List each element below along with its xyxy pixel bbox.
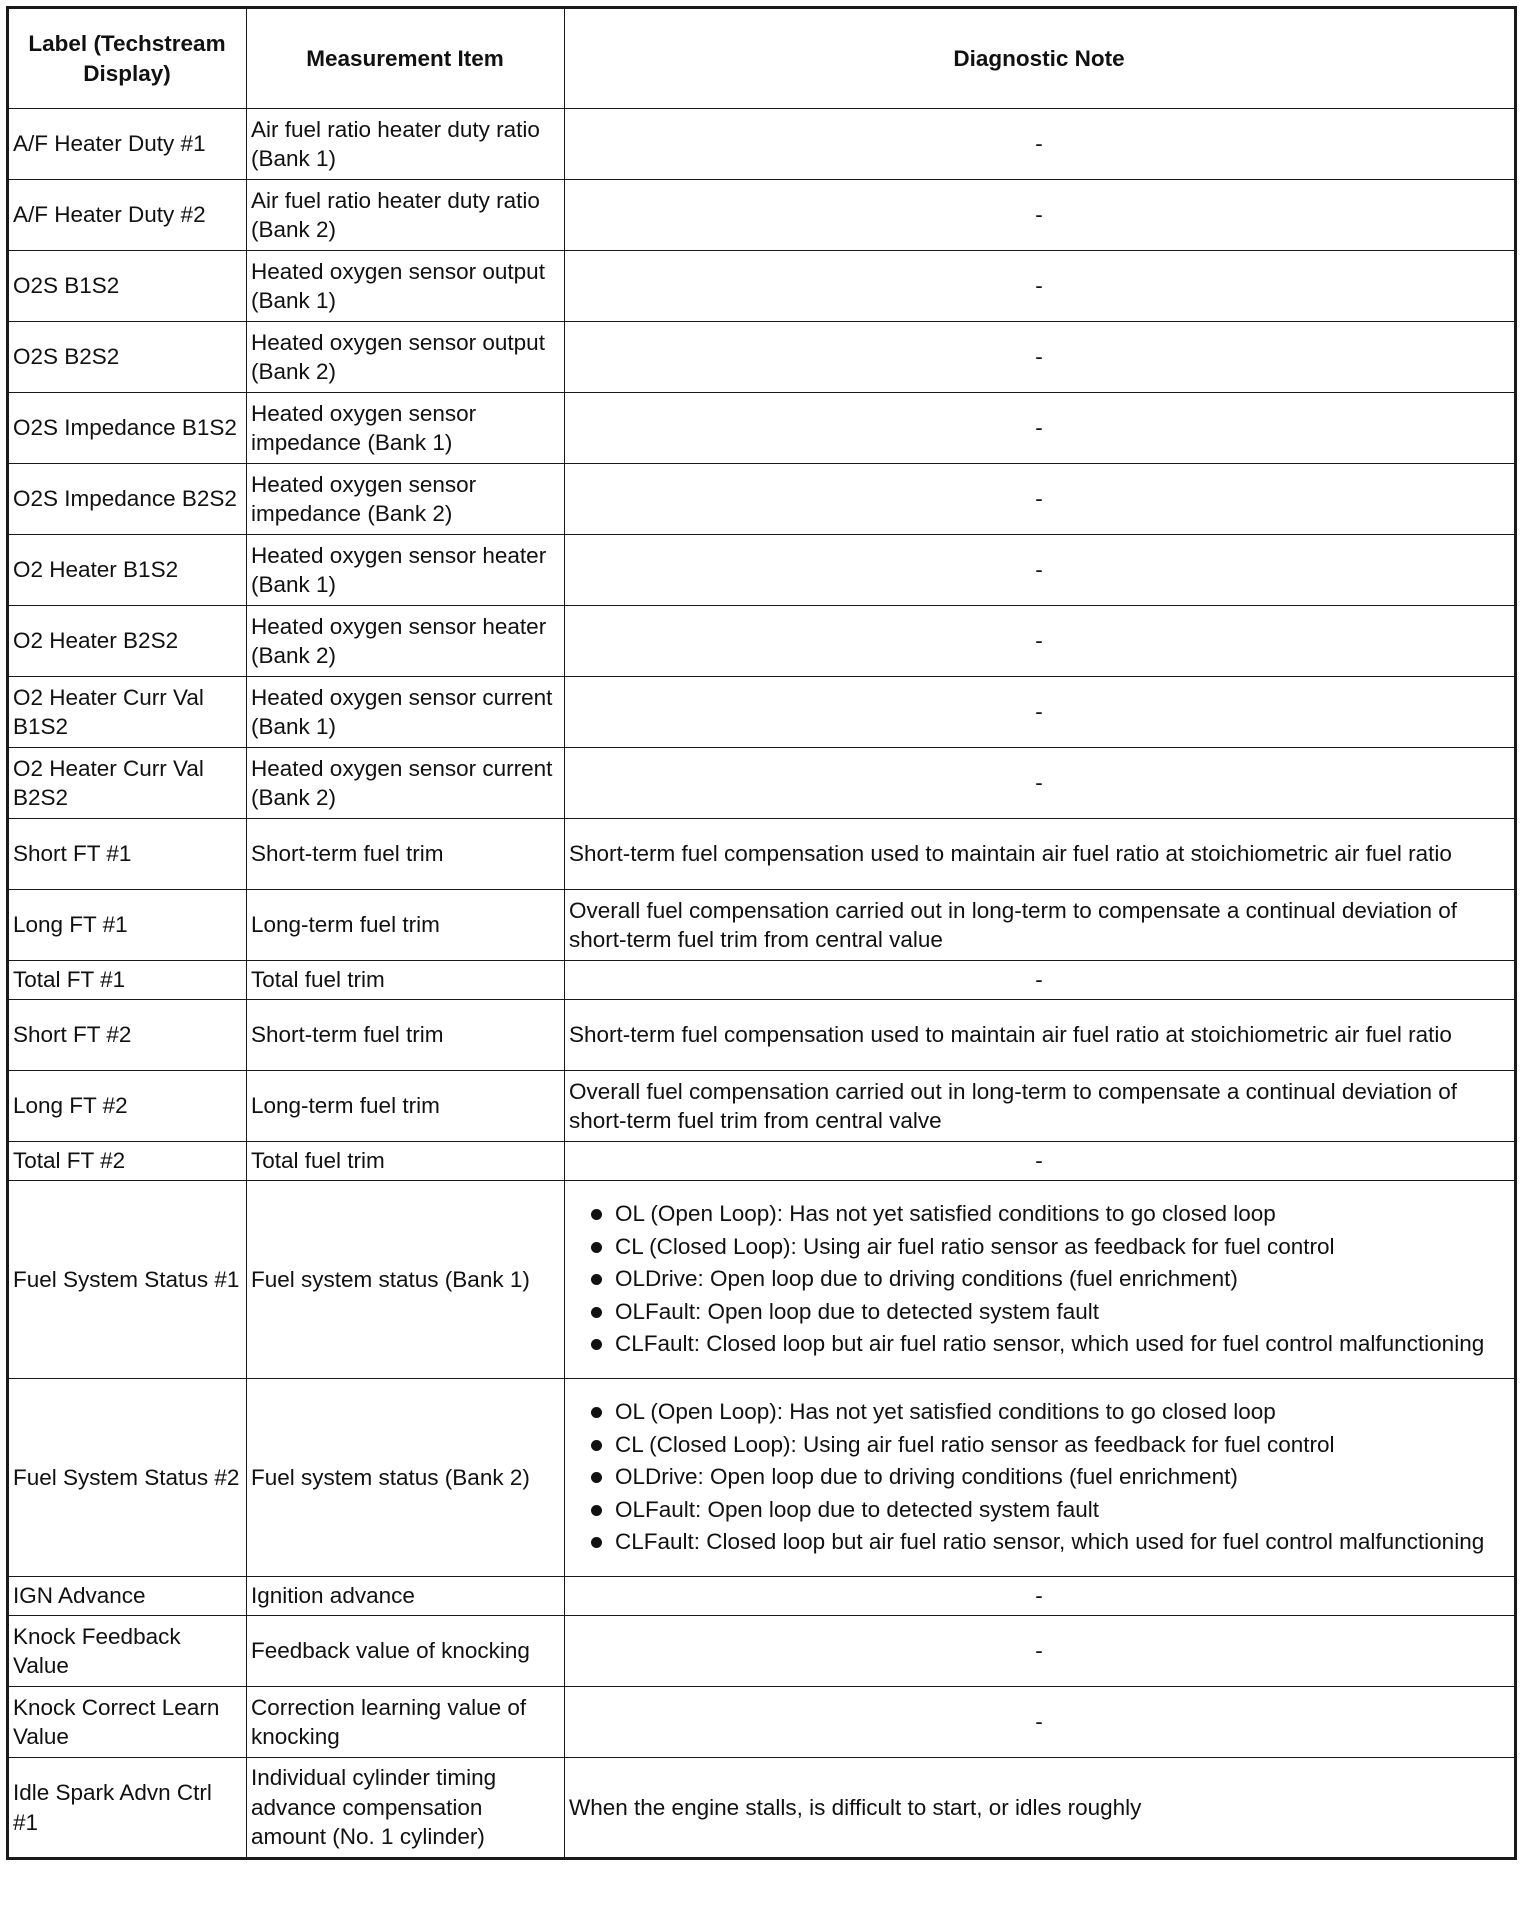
cell-label: Short FT #1 xyxy=(8,819,247,890)
bullet-dot-icon xyxy=(591,1407,602,1418)
header-measurement-item: Measurement Item xyxy=(247,8,565,109)
table-row xyxy=(8,1071,1516,1142)
cell-label: O2 Heater B2S2 xyxy=(8,606,247,677)
table-row xyxy=(8,1142,1516,1181)
table-row xyxy=(8,819,1516,890)
list-item-text: OLFault: Open loop due to detected system fault xyxy=(615,1496,1100,1522)
list-item xyxy=(573,1231,1509,1264)
cell-label: O2S Impedance B2S2 xyxy=(8,464,247,535)
cell-note: - xyxy=(565,251,1516,322)
list-item xyxy=(573,1526,1509,1559)
bullet-dot-icon xyxy=(591,1537,602,1548)
list-item xyxy=(573,1429,1509,1462)
table-row xyxy=(8,251,1516,322)
bullet-dot-icon xyxy=(591,1274,602,1285)
list-item xyxy=(573,1461,1509,1494)
cell-note xyxy=(565,1181,1516,1379)
cell-measurement: Feedback value of knocking xyxy=(247,1616,565,1687)
cell-label: Long FT #2 xyxy=(8,1071,247,1142)
cell-measurement: Short-term fuel trim xyxy=(247,819,565,890)
cell-note: - xyxy=(565,109,1516,180)
list-item-text: CL (Closed Loop): Using air fuel ratio sensor as feedback for fuel control xyxy=(615,1233,1335,1259)
cell-measurement: Ignition advance xyxy=(247,1577,565,1616)
cell-note: - xyxy=(565,1577,1516,1616)
cell-measurement: Correction learning value of knocking xyxy=(247,1687,565,1758)
cell-measurement: Long-term fuel trim xyxy=(247,890,565,961)
table-row xyxy=(8,606,1516,677)
cell-label: O2S Impedance B1S2 xyxy=(8,393,247,464)
cell-note: - xyxy=(565,961,1516,1000)
cell-note: Short-term fuel compensation used to maintain air fuel ratio at stoichiometric air fuel ratio xyxy=(565,1000,1516,1071)
cell-note: - xyxy=(565,1687,1516,1758)
cell-measurement: Heated oxygen sensor heater (Bank 2) xyxy=(247,606,565,677)
cell-label: Knock Correct Learn Value xyxy=(8,1687,247,1758)
cell-measurement: Total fuel trim xyxy=(247,961,565,1000)
cell-note: When the engine stalls, is difficult to start, or idles roughly xyxy=(565,1758,1516,1859)
cell-measurement: Air fuel ratio heater duty ratio (Bank 2) xyxy=(247,180,565,251)
status-bullet-list xyxy=(569,1396,1509,1559)
cell-measurement: Short-term fuel trim xyxy=(247,1000,565,1071)
cell-note: Overall fuel compensation carried out in long-term to compensate a continual deviation of short-term fuel trim from central valve xyxy=(565,1071,1516,1142)
cell-label: O2S B1S2 xyxy=(8,251,247,322)
cell-note: - xyxy=(565,180,1516,251)
table-row xyxy=(8,322,1516,393)
cell-label: Long FT #1 xyxy=(8,890,247,961)
cell-note: - xyxy=(565,393,1516,464)
cell-label: A/F Heater Duty #2 xyxy=(8,180,247,251)
table-row xyxy=(8,1379,1516,1577)
list-item xyxy=(573,1396,1509,1429)
diagnostic-data-sheet xyxy=(6,6,1514,1860)
table-row xyxy=(8,890,1516,961)
list-item-text: OL (Open Loop): Has not yet satisfied conditions to go closed loop xyxy=(615,1399,1276,1425)
list-item-text: CL (Closed Loop): Using air fuel ratio sensor as feedback for fuel control xyxy=(615,1431,1335,1457)
cell-note: Overall fuel compensation carried out in long-term to compensate a continual deviation of short-term fuel trim from central value xyxy=(565,890,1516,961)
cell-note: - xyxy=(565,535,1516,606)
cell-measurement: Fuel system status (Bank 1) xyxy=(247,1181,565,1379)
cell-measurement: Heated oxygen sensor output (Bank 2) xyxy=(247,322,565,393)
cell-note: - xyxy=(565,1142,1516,1181)
list-item-text: OL (Open Loop): Has not yet satisfied conditions to go closed loop xyxy=(615,1201,1276,1227)
cell-label: Knock Feedback Value xyxy=(8,1616,247,1687)
header-label: Label (Techstream Display) xyxy=(8,8,247,109)
table-row xyxy=(8,1616,1516,1687)
cell-label: IGN Advance xyxy=(8,1577,247,1616)
cell-label: O2 Heater B1S2 xyxy=(8,535,247,606)
list-item xyxy=(573,1263,1509,1296)
cell-note: - xyxy=(565,677,1516,748)
bullet-dot-icon xyxy=(591,1440,602,1451)
cell-label: Total FT #2 xyxy=(8,1142,247,1181)
table-row xyxy=(8,677,1516,748)
bullet-dot-icon xyxy=(591,1339,602,1350)
bullet-dot-icon xyxy=(591,1472,602,1483)
cell-note: - xyxy=(565,1616,1516,1687)
cell-label: O2S B2S2 xyxy=(8,322,247,393)
cell-measurement: Heated oxygen sensor current (Bank 2) xyxy=(247,748,565,819)
list-item-text: CLFault: Closed loop but air fuel ratio sensor, which used for fuel control malfunctioning xyxy=(615,1529,1485,1555)
table-row xyxy=(8,109,1516,180)
table-row xyxy=(8,1181,1516,1379)
bullet-dot-icon xyxy=(591,1242,602,1253)
cell-label: O2 Heater Curr Val B1S2 xyxy=(8,677,247,748)
bullet-dot-icon xyxy=(591,1505,602,1516)
header-diagnostic-note: Diagnostic Note xyxy=(565,8,1516,109)
list-item-text: OLDrive: Open loop due to driving conditions (fuel enrichment) xyxy=(615,1266,1238,1292)
data-list-table xyxy=(6,6,1517,1860)
cell-measurement: Heated oxygen sensor impedance (Bank 1) xyxy=(247,393,565,464)
cell-measurement: Air fuel ratio heater duty ratio (Bank 1) xyxy=(247,109,565,180)
table-row xyxy=(8,535,1516,606)
cell-measurement: Heated oxygen sensor impedance (Bank 2) xyxy=(247,464,565,535)
cell-note: - xyxy=(565,748,1516,819)
cell-label: Idle Spark Advn Ctrl #1 xyxy=(8,1758,247,1859)
table-row xyxy=(8,748,1516,819)
cell-label: O2 Heater Curr Val B2S2 xyxy=(8,748,247,819)
cell-note xyxy=(565,1379,1516,1577)
bullet-dot-icon xyxy=(591,1307,602,1318)
table-header-row xyxy=(8,8,1516,109)
cell-measurement: Long-term fuel trim xyxy=(247,1071,565,1142)
status-bullet-list xyxy=(569,1198,1509,1361)
list-item xyxy=(573,1198,1509,1231)
bullet-dot-icon xyxy=(591,1209,602,1220)
table-row xyxy=(8,1687,1516,1758)
cell-note: - xyxy=(565,322,1516,393)
cell-label: Fuel System Status #2 xyxy=(8,1379,247,1577)
table-row xyxy=(8,180,1516,251)
list-item xyxy=(573,1328,1509,1361)
cell-label: Total FT #1 xyxy=(8,961,247,1000)
cell-note: - xyxy=(565,606,1516,677)
cell-measurement: Individual cylinder timing advance compensation amount (No. 1 cylinder) xyxy=(247,1758,565,1859)
list-item-text: OLFault: Open loop due to detected system fault xyxy=(615,1298,1100,1324)
list-item xyxy=(573,1494,1509,1527)
table-row xyxy=(8,961,1516,1000)
cell-label: Short FT #2 xyxy=(8,1000,247,1071)
list-item-text: CLFault: Closed loop but air fuel ratio sensor, which used for fuel control malfunctioning xyxy=(615,1331,1485,1357)
table-row xyxy=(8,464,1516,535)
cell-note: - xyxy=(565,464,1516,535)
list-item xyxy=(573,1296,1509,1329)
cell-measurement: Fuel system status (Bank 2) xyxy=(247,1379,565,1577)
cell-measurement: Heated oxygen sensor current (Bank 1) xyxy=(247,677,565,748)
cell-label: Fuel System Status #1 xyxy=(8,1181,247,1379)
cell-measurement: Total fuel trim xyxy=(247,1142,565,1181)
cell-label: A/F Heater Duty #1 xyxy=(8,109,247,180)
cell-measurement: Heated oxygen sensor heater (Bank 1) xyxy=(247,535,565,606)
cell-measurement: Heated oxygen sensor output (Bank 1) xyxy=(247,251,565,322)
table-row xyxy=(8,1577,1516,1616)
list-item-text: OLDrive: Open loop due to driving conditions (fuel enrichment) xyxy=(615,1464,1238,1490)
table-row xyxy=(8,393,1516,464)
cell-note: Short-term fuel compensation used to maintain air fuel ratio at stoichiometric air fuel ratio xyxy=(565,819,1516,890)
table-row xyxy=(8,1000,1516,1071)
table-row xyxy=(8,1758,1516,1859)
